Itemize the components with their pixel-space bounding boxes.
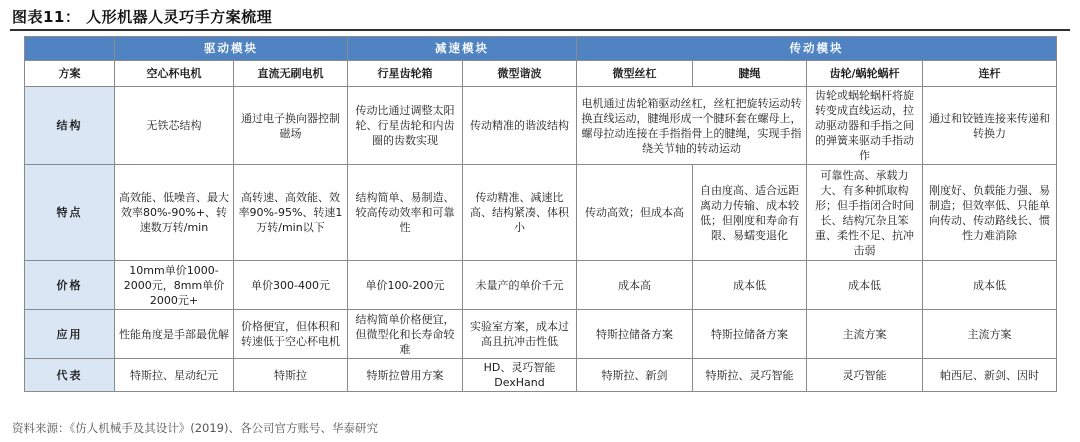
cell-structure-linkage: 通过和铰链连接来传递和转换力 xyxy=(923,87,1057,165)
figure-title: 图表11： 人形机器人灵巧手方案梳理 xyxy=(12,8,273,26)
cell-application-harmonic: 实验室方案，成本过高且抗冲击性低 xyxy=(463,310,577,359)
group-header-row xyxy=(25,37,1057,61)
row-label-representative: 代表 xyxy=(25,359,115,392)
cell-representative-harmonic: HD、灵巧智能DexHand xyxy=(463,359,577,392)
cell-representative-linkage: 帕西尼、新剑、因时 xyxy=(923,359,1057,392)
cell-price-screw: 成本高 xyxy=(577,261,693,310)
cell-features-planetary: 结构简单、易制造、较高传动效率和可靠性 xyxy=(348,165,463,261)
cell-price-tendon: 成本低 xyxy=(693,261,807,310)
source-note: 资料来源：《仿人机械手及其设计》(2019)、各公司官方账号、华泰研究 xyxy=(12,421,378,435)
cell-structure-worm: 齿轮或蜗轮蜗杆将旋转变成直线运动，拉动驱动器和手指之间的弹簧来驱动手指动作 xyxy=(807,87,923,165)
cell-structure-brushless: 通过电子换向器控制磁场 xyxy=(234,87,348,165)
group-transmission: 传动模块 xyxy=(577,37,1057,61)
col-harmonic: 微型谐波 xyxy=(463,61,577,87)
row-label-price: 价格 xyxy=(25,261,115,310)
cell-price-planetary: 单价100-200元 xyxy=(348,261,463,310)
cell-representative-tendon: 特斯拉、灵巧智能 xyxy=(693,359,807,392)
cell-features-coreless: 高效能、低噪音、最大效率80%-90%+、转速数万转/min xyxy=(115,165,234,261)
cell-representative-coreless: 特斯拉、星动纪元 xyxy=(115,359,234,392)
cell-price-brushless: 单价300-400元 xyxy=(234,261,348,310)
cell-application-linkage: 主流方案 xyxy=(923,310,1057,359)
cell-price-worm: 成本低 xyxy=(807,261,923,310)
cell-representative-screw: 特斯拉、新剑 xyxy=(577,359,693,392)
cell-application-brushless: 价格便宜，但体积和转速低于空心杯电机 xyxy=(234,310,348,359)
col-planetary: 行星齿轮箱 xyxy=(348,61,463,87)
row-price xyxy=(25,261,1057,310)
title-rule xyxy=(10,29,1070,31)
col-linkage: 连杆 xyxy=(923,61,1057,87)
cell-representative-brushless: 特斯拉 xyxy=(234,359,348,392)
group-drive: 驱动模块 xyxy=(115,37,348,61)
dexterous-hand-table xyxy=(24,36,1057,392)
group-reducer: 减速模块 xyxy=(348,37,577,61)
col-worm: 齿轮/蜗轮蜗杆 xyxy=(807,61,923,87)
cell-application-planetary: 结构简单价格便宜，但微型化和长寿命较难 xyxy=(348,310,463,359)
col-screw: 微型丝杠 xyxy=(577,61,693,87)
cell-price-harmonic: 未量产的单价千元 xyxy=(463,261,577,310)
row-representative xyxy=(25,359,1057,392)
cell-structure-screw-tendon: 电机通过齿轮箱驱动丝杠，丝杠把旋转运动转换直线运动，腱绳形成一个腱环套在螺母上，螺母拉动连接在手指指骨上的腱绳，实现手指绕关节轴的转动运动 xyxy=(577,87,807,165)
cell-representative-planetary: 特斯拉曾用方案 xyxy=(348,359,463,392)
cell-application-tendon: 特斯拉储备方案 xyxy=(693,310,807,359)
cell-features-screw: 传动高效；但成本高 xyxy=(577,165,693,261)
cell-application-screw: 特斯拉储备方案 xyxy=(577,310,693,359)
cell-structure-harmonic: 传动精准的谐波结构 xyxy=(463,87,577,165)
col-coreless: 空心杯电机 xyxy=(115,61,234,87)
row-label-structure: 结构 xyxy=(25,87,115,165)
group-blank-cell xyxy=(25,37,115,61)
row-application xyxy=(25,310,1057,359)
cell-features-worm: 可靠性高、承载力大、有多种抓取构形；但手指闭合时间长、结构冗杂且笨重、柔性不足、抗冲击弱 xyxy=(807,165,923,261)
row-features xyxy=(25,165,1057,261)
cell-representative-worm: 灵巧智能 xyxy=(807,359,923,392)
row-structure xyxy=(25,87,1057,165)
col-scheme: 方案 xyxy=(25,61,115,87)
row-label-application: 应用 xyxy=(25,310,115,359)
cell-application-worm: 主流方案 xyxy=(807,310,923,359)
cell-features-harmonic: 传动精准、减速比高、结构紧凑、体积小 xyxy=(463,165,577,261)
col-brushless: 直流无刷电机 xyxy=(234,61,348,87)
cell-features-tendon: 自由度高、适合远距离动力传输、成本较低；但刚度和寿命有限、易蠕变退化 xyxy=(693,165,807,261)
cell-application-coreless: 性能角度是手部最优解 xyxy=(115,310,234,359)
cell-structure-planetary: 传动比通过调整太阳轮、行星齿轮和内齿圈的齿数实现 xyxy=(348,87,463,165)
cell-structure-coreless: 无铁芯结构 xyxy=(115,87,234,165)
row-label-features: 特点 xyxy=(25,165,115,261)
cell-features-linkage: 刚度好、负载能力强、易制造；但效率低、只能单向传动、传动路线长、惯性力难消除 xyxy=(923,165,1057,261)
cell-price-coreless: 10mm单价1000-2000元，8mm单价2000元+ xyxy=(115,261,234,310)
cell-features-brushless: 高转速、高效能、效率90%-95%、转速1万转/min以下 xyxy=(234,165,348,261)
column-header-row xyxy=(25,61,1057,87)
cell-price-linkage: 成本低 xyxy=(923,261,1057,310)
col-tendon: 腱绳 xyxy=(693,61,807,87)
